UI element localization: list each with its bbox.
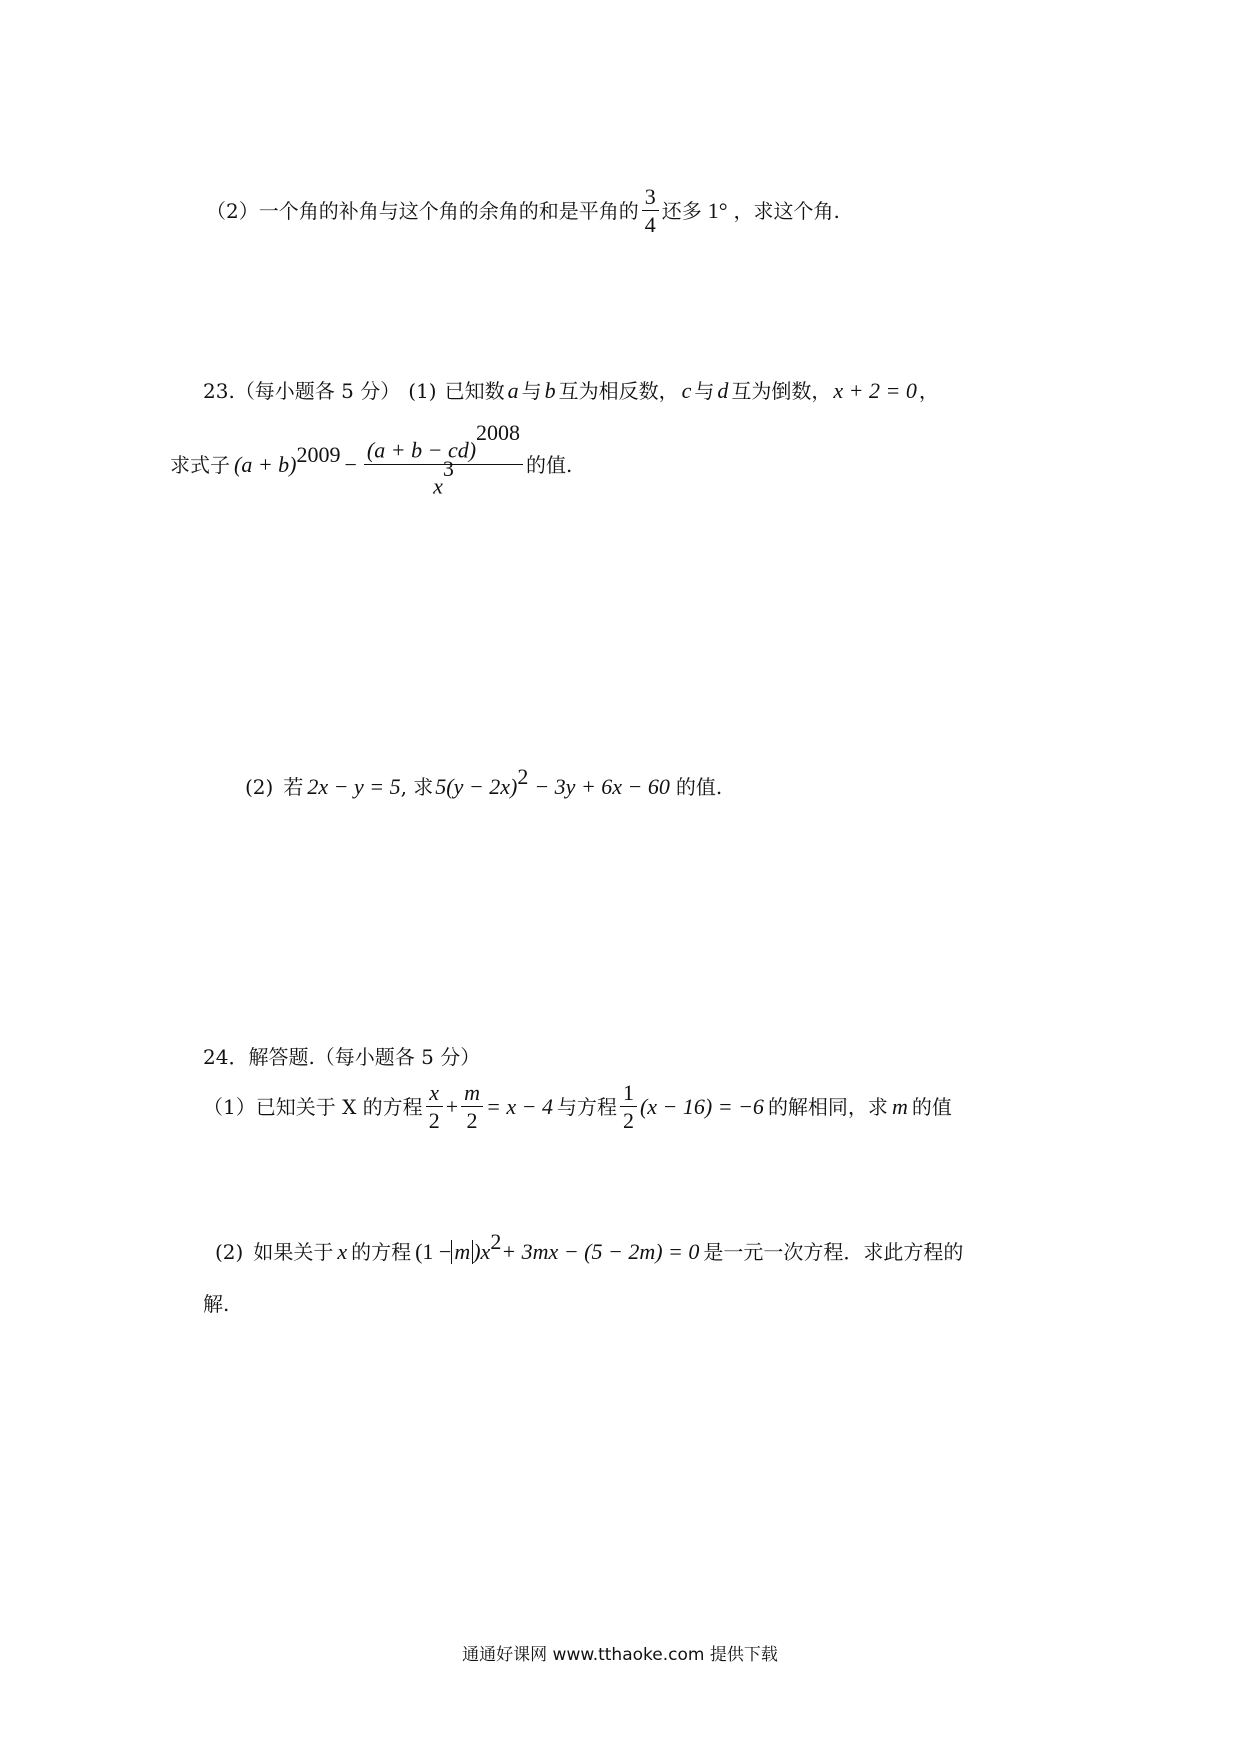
q23-part1-label: (1) — [408, 379, 437, 403]
q22-frac-den: 4 — [644, 212, 656, 237]
q23-t4: 与 — [694, 379, 715, 403]
q23-expr-base: (a + b) — [234, 451, 297, 477]
q24-f1-num: x — [429, 1080, 440, 1105]
q24-p2-t2: 的方程 — [351, 1240, 412, 1265]
q22-degree: 1° — [707, 198, 728, 223]
q24-eq2-rest: (x − 16) = −6 — [639, 1094, 764, 1119]
q23-t2: 与 — [521, 379, 542, 403]
q23-part2-line — [245, 764, 723, 799]
q23-t6: ， — [918, 379, 939, 403]
q23-p2-t1: 若 — [283, 775, 304, 799]
q23-frac-num-base: (a + b − cd) — [366, 437, 477, 463]
q23-frac-den-base: x — [433, 473, 443, 499]
q24-p1-t4: 的值 — [911, 1095, 952, 1119]
q22-part2-line — [206, 186, 840, 236]
q23-frac-den-exp: 3 — [442, 455, 454, 481]
q24-plus: + — [445, 1094, 459, 1119]
q23-p2-condition: 2x − y = 5 — [307, 774, 401, 799]
q23-number: 23. — [203, 379, 235, 403]
q23-condition: x + 2 = 0 — [833, 378, 917, 403]
q24-f3-num: 1 — [622, 1080, 634, 1105]
q22-text-b: 还多 — [661, 199, 702, 223]
q23-var-d: d — [717, 378, 729, 403]
q24-header-text: 24．解答题.（每小题各 5 分） — [203, 1045, 481, 1069]
q24-part2-line2 — [203, 1294, 229, 1314]
q24-fraction-2 — [461, 1082, 483, 1132]
q24-var-x: x — [337, 1239, 348, 1265]
q22-frac-num: 3 — [644, 184, 656, 209]
q24-fraction-1 — [426, 1082, 443, 1132]
q23-p2-t3: 的值. — [675, 775, 723, 799]
q24-p2-t1: 如果关于 — [253, 1240, 334, 1265]
q24-p1-t1: 已知关于 X 的方程 — [255, 1095, 423, 1119]
q22-fraction — [642, 186, 659, 236]
q23-p2-t2: , 求 — [400, 775, 434, 799]
q23-fraction — [364, 420, 523, 499]
q24-fraction-3 — [620, 1082, 637, 1132]
q23-line2-prefix: 求式子 — [170, 452, 230, 477]
q23-t5: 互为倒数， — [731, 379, 832, 403]
q24-part2-label: (2) — [215, 1240, 244, 1265]
q23-t1: 已知数 — [444, 379, 505, 403]
q23-var-c: c — [681, 378, 692, 403]
q24-part1-line — [203, 1082, 952, 1132]
q22-text-a: 一个角的补角与这个角的余角的和是平角的 — [258, 199, 639, 223]
q23-var-b: b — [544, 378, 556, 403]
q24-header — [203, 1047, 480, 1067]
q24-var-m: m — [891, 1094, 908, 1119]
q24-abs-m: m — [451, 1240, 473, 1264]
q24-p1-t2: 与方程 — [556, 1095, 617, 1119]
q23-frac-num-exp: 2008 — [476, 420, 521, 445]
q22-text-c: ，求这个角. — [733, 199, 840, 223]
q23-line2-suffix: 的值. — [526, 452, 573, 477]
q24-p2-line2: 解. — [203, 1292, 230, 1316]
q23-frac-den — [430, 455, 457, 499]
q22-part2-label: （2） — [206, 199, 259, 223]
q24-part1-label: （1） — [203, 1095, 256, 1119]
q23-minus: − — [344, 451, 357, 477]
q24-eq-a: (1 − — [415, 1239, 452, 1265]
q24-f1-den: 2 — [428, 1108, 440, 1133]
q24-eq-b: )x — [473, 1239, 491, 1265]
q24-f2-den: 2 — [466, 1108, 478, 1133]
q23-p2-exp: 2 — [517, 764, 529, 789]
q23-expr-exp: 2009 — [296, 441, 341, 467]
q23-part2-label: (2) — [245, 775, 274, 799]
q23-line1 — [203, 380, 939, 402]
q23-var-a: a — [507, 378, 519, 403]
q23-points: （每小题各 5 分） — [234, 379, 401, 403]
q24-p2-t3: 是一元一次方程．求此方程的 — [703, 1240, 964, 1265]
q24-f3-den: 2 — [622, 1108, 634, 1133]
q23-t3: 互为相反数， — [558, 379, 679, 403]
q23-line2 — [170, 420, 573, 499]
q24-part2-line — [215, 1229, 964, 1265]
q24-eq-exp: 2 — [490, 1229, 502, 1255]
q24-f2-num: m — [464, 1080, 480, 1105]
q24-eq-c: + 3mx − (5 − 2m) = 0 — [501, 1239, 700, 1265]
q24-eq-rest: = x − 4 — [486, 1094, 553, 1119]
q23-p2-expr-b: − 3y + 6x − 60 — [534, 774, 670, 799]
page-footer: 通通好课网 www.tthaoke.com 提供下载 — [462, 1645, 778, 1665]
q24-p1-t3: 的解相同，求 — [767, 1095, 888, 1119]
q23-p2-expr-a: 5(y − 2x) — [435, 774, 518, 799]
